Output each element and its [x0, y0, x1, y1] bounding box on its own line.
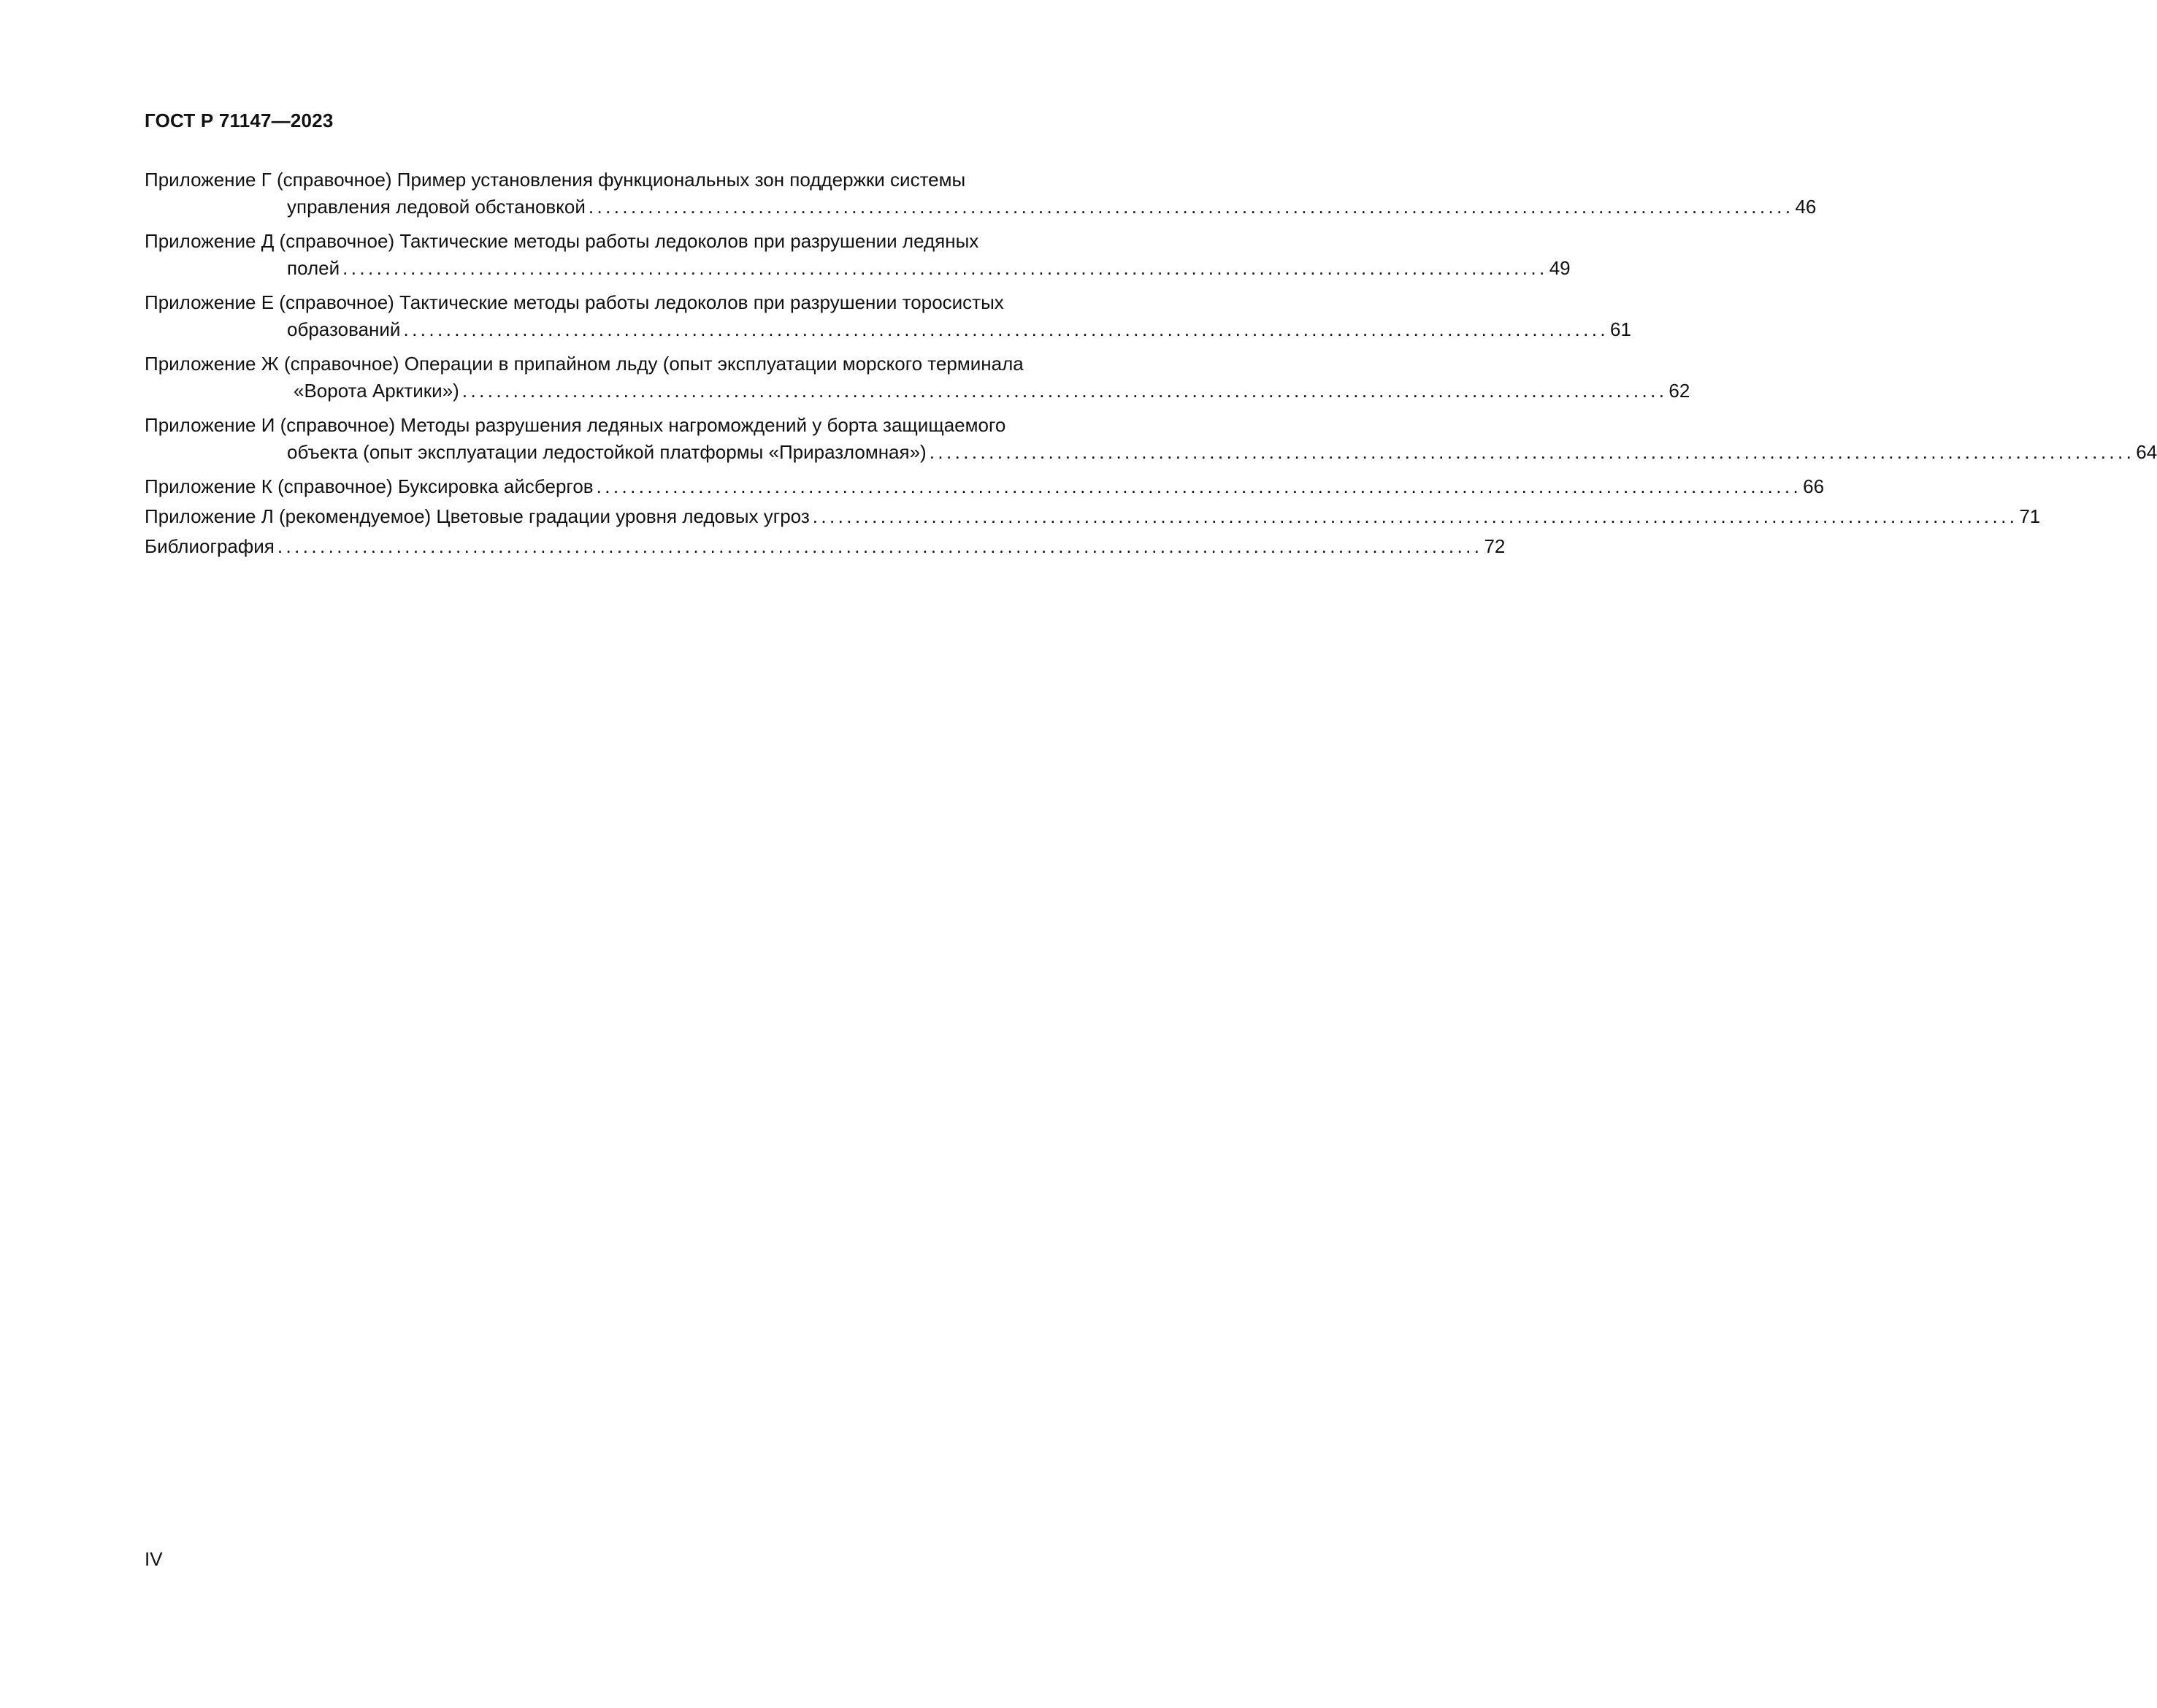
toc-entry-appendix-l[interactable] [145, 503, 2041, 530]
toc-entry-appendix-e[interactable] [145, 289, 1631, 343]
toc-entry-text: полей [287, 257, 340, 279]
toc-entry-title: Приложение Ж (справочное) Операции в припайном льду (опыт эксплуатации морского терминала [145, 353, 1024, 375]
toc-entry-text: образований [287, 318, 401, 340]
toc-entry-appendix-k[interactable] [145, 473, 1825, 500]
dot-leader: .............................................................................................................................................. [588, 196, 1794, 218]
toc-entry-continuation [145, 316, 1631, 343]
dot-leader: .............................................................................................................................................. [342, 257, 1548, 279]
dot-leader: .............................................................................................................................................. [461, 380, 1668, 402]
toc-entry-text: управления ледовой обстановкой [287, 196, 586, 218]
toc-entry-line [145, 533, 1506, 560]
toc-entry-continuation [145, 378, 1690, 405]
page-number: IV [145, 1548, 163, 1570]
toc-entry-title: Приложение И (справочное) Методы разрушения ледяных нагромождений у борта защищаемого [145, 414, 1006, 436]
toc-entry-text: Приложение К (справочное) Буксировка айсбергов [145, 475, 594, 497]
toc-page-number: 62 [1668, 380, 1690, 402]
toc-entry-continuation [145, 255, 1571, 282]
toc-entry-line [145, 473, 1825, 500]
dot-leader: .............................................................................................................................................. [929, 441, 2135, 463]
toc-entry-text: Библиография [145, 535, 275, 557]
toc-entry-appendix-g[interactable] [145, 166, 1817, 221]
toc-entry-continuation [145, 194, 1817, 221]
toc-page-number: 66 [1803, 475, 1825, 497]
toc-entry-title: Приложение Е (справочное) Тактические методы работы ледоколов при разрушении торосистых [145, 291, 1004, 313]
toc-entry-appendix-zh[interactable] [145, 351, 1690, 405]
toc-page-number: 71 [2019, 505, 2041, 527]
table-of-contents [145, 166, 2157, 567]
toc-entry-appendix-d[interactable] [145, 228, 1571, 282]
toc-page-number: 64 [2136, 441, 2157, 463]
document-header: ГОСТ Р 71147—2023 [145, 110, 334, 131]
toc-entry-text: Приложение Л (рекомендуемое) Цветовые градации уровня ледовых угроз [145, 505, 810, 527]
toc-entry-title: Приложение Д (справочное) Тактические методы работы ледоколов при разрушении ледяных [145, 230, 979, 252]
toc-entry-line [145, 503, 2041, 530]
toc-page-number: 61 [1610, 318, 1631, 340]
toc-entry-title: Приложение Г (справочное) Пример установления функциональных зон поддержки системы [145, 169, 966, 191]
toc-entry-appendix-i[interactable] [145, 412, 2157, 466]
dot-leader: .............................................................................................................................................. [596, 475, 1802, 497]
toc-entry-text: «Ворота Арктики») [294, 380, 459, 402]
toc-entry-bibliography[interactable] [145, 533, 1506, 560]
toc-page-number: 46 [1795, 196, 1817, 218]
dot-leader: .............................................................................................................................................. [812, 505, 2018, 527]
dot-leader: .............................................................................................................................................. [277, 535, 1483, 557]
dot-leader: .............................................................................................................................................. [403, 318, 1609, 340]
toc-page-number: 49 [1549, 257, 1571, 279]
toc-page-number: 72 [1484, 535, 1506, 557]
toc-entry-continuation [145, 439, 2157, 466]
toc-entry-text: объекта (опыт эксплуатации ледостойкой платформы «Приразломная») [287, 441, 927, 463]
